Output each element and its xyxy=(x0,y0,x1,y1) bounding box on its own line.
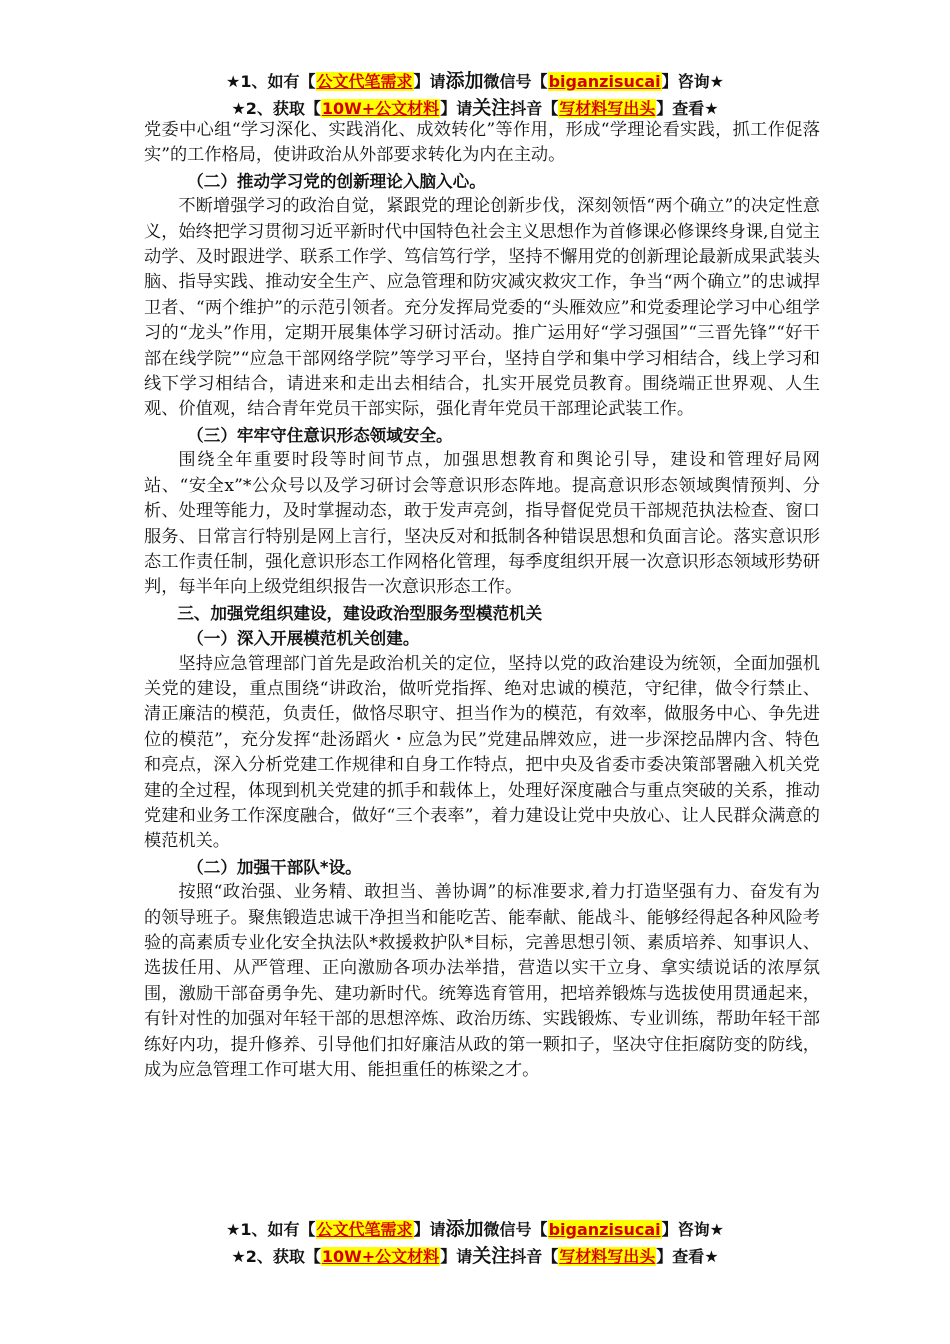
banner-text: 】咨询★ xyxy=(661,72,724,91)
banner-text: 关注 xyxy=(472,97,511,119)
top-banner xyxy=(0,68,950,122)
highlight-wechat-id: biganzisucai xyxy=(548,1220,661,1239)
banner-text: 】请 xyxy=(413,1220,446,1239)
banner-text: 】请 xyxy=(440,1247,473,1266)
section-heading: （二）加强干部队*设。 xyxy=(187,857,362,877)
banner-text: 添加 xyxy=(445,70,484,92)
paragraph: 坚持应急管理部门首先是政治机关的定位，坚持以党的政治建设为统领，全面加强机关党的建设，重点围绕“讲政治，做听党指挥、绝对忠诚的模范，守纪律，做令行禁止、清正廉洁的模范，负责任，做恪尽职守、担当作为的模范，有效率，做服务中心、争先进位的模范”，充分发挥“赴汤蹈火・应急为民”党建品牌效应，进一步深挖品牌内含、特色和亮点，深入分析党建工作规律和自身工作特点，把中央及省委市委决策部署融入机关党建的全过程，体现到机关党建的抓手和载体上，处理好深度融合与重点突破的关系，推动党建和业务工作深度融合，做好“三个表率”，着力建设让党中央放心、让人民群众满意的模范机关。 xyxy=(144,653,820,852)
banner-text: 】请 xyxy=(413,72,446,91)
banner-text: 】查看★ xyxy=(656,99,719,118)
highlight-service: 公文代笔需求 xyxy=(316,72,413,91)
banner-text: 】请 xyxy=(440,99,473,118)
section-heading: （一）深入开展模范机关创建。 xyxy=(187,629,420,649)
banner-text: 关注 xyxy=(472,1245,511,1267)
highlight-wechat-id: biganzisucai xyxy=(548,72,661,91)
section-heading: （三）牢牢守住意识形态领域安全。 xyxy=(187,425,453,445)
banner-line-2 xyxy=(0,1243,950,1270)
bottom-banner xyxy=(0,1216,950,1270)
banner-line-1 xyxy=(0,1216,950,1243)
paragraph: 不断增强学习的政治自觉，紧跟党的理论创新步伐，深刻领悟“两个确立”的决定性意义，始终把学习贯彻习近平新时代中国特色社会主义思想作为首修课必修课终身课,自觉主动学、及时跟进学、联系工作学、笃信笃行学，坚持不懈用党的创新理论最新成果武装头脑、指导实践、推动安全生产、应急管理和防灾减灾救灾工作，争当“两个确立”的忠诚捍卫者、“两个维护”的示范引领者。充分发挥局党委的“头雁效应”和党委理论学习中心组学习的“龙头”作用，定期开展集体学习研讨活动。推广运用好“学习强国”“三晋先锋”“好干部在线学院”“应急干部网络学院”等学习平台，坚持自学和集中学习相结合，线上学习和线下学习相结合，请进来和走出去相结合，扎实开展党员教育。围绕端正世界观、人生观、价值观，结合青年党员干部实际，强化青年党员干部理论武装工作。 xyxy=(144,196,820,420)
chapter-heading: 三、加强党组织建设，建设政治型服务型模范机关 xyxy=(177,603,543,623)
highlight-douyin: 写材料写出头 xyxy=(559,99,656,118)
banner-text: 】咨询★ xyxy=(661,1220,724,1239)
highlight-service: 公文代笔需求 xyxy=(316,1220,413,1239)
paragraph: 按照“政治强、业务精、敢担当、善协调”的标准要求,着力打造坚强有力、奋发有为的领导班子。聚焦锻造忠诚干净担当和能吃苦、能奉献、能战斗、能够经得起各种风险考验的高素质专业化安全执法队*救援救护队*目标，完善思想引领、素质培养、知事识人、选拔任用、从严管理、正向激励各项办法举措，营造以实干立身、拿实绩说话的浓厚氛围，激励干部奋勇争先、建功新时代。统筹选育管用，把培养锻炼与选拔使用贯通起来，有针对性的加强对年轻干部的思想淬炼、政治历练、实践锻炼、专业训练，帮助年轻干部练好内功，提升修养、引导他们扣好廉洁从政的第一颗扣子，坚决守住拒腐防变的防线，成为应急管理工作可堪大用、能担重任的栋梁之才。 xyxy=(144,882,820,1081)
banner-text: 抖音【 xyxy=(510,99,559,118)
banner-text: 抖音【 xyxy=(510,1247,559,1266)
document-body xyxy=(144,118,820,1083)
highlight-materials: 10W+公文材料 xyxy=(321,99,440,118)
highlight-douyin: 写材料写出头 xyxy=(559,1247,656,1266)
banner-text: 微信号【 xyxy=(483,1220,548,1239)
banner-text: 微信号【 xyxy=(483,72,548,91)
banner-text: ★2、获取【 xyxy=(231,99,321,118)
section-heading: （二）推动学习党的创新理论入脑入心。 xyxy=(187,171,486,191)
banner-text: 添加 xyxy=(445,1218,484,1240)
banner-line-1 xyxy=(0,68,950,95)
paragraph: 党委中心组“学习深化、实践消化、成效转化”等作用，形成“学理论看实践，抓工作促落实”的工作格局，使讲政治从外部要求转化为内在主动。 xyxy=(144,120,820,166)
banner-text: ★2、获取【 xyxy=(231,1247,321,1266)
highlight-materials: 10W+公文材料 xyxy=(321,1247,440,1266)
banner-text: ★1、如有【 xyxy=(226,1220,316,1239)
paragraph: 围绕全年重要时段等时间节点，加强思想教育和舆论引导，建设和管理好局网站、“安全x”*公众号以及学习研讨会等意识形态阵地。提高意识形态领域舆情预判、分析、处理等能力，及时掌握动态，敢于发声亮剑，指导督促党员干部规范执法检查、窗口服务、日常言行特别是网上言行，坚决反对和抵制各种错误思想和负面言论。落实意识形态工作责任制，强化意识形态工作网格化管理，每季度组织开展一次意识形态领域形势研判，每半年向上级党组织报告一次意识形态工作。 xyxy=(144,450,820,598)
banner-text: 】查看★ xyxy=(656,1247,719,1266)
banner-text: ★1、如有【 xyxy=(226,72,316,91)
